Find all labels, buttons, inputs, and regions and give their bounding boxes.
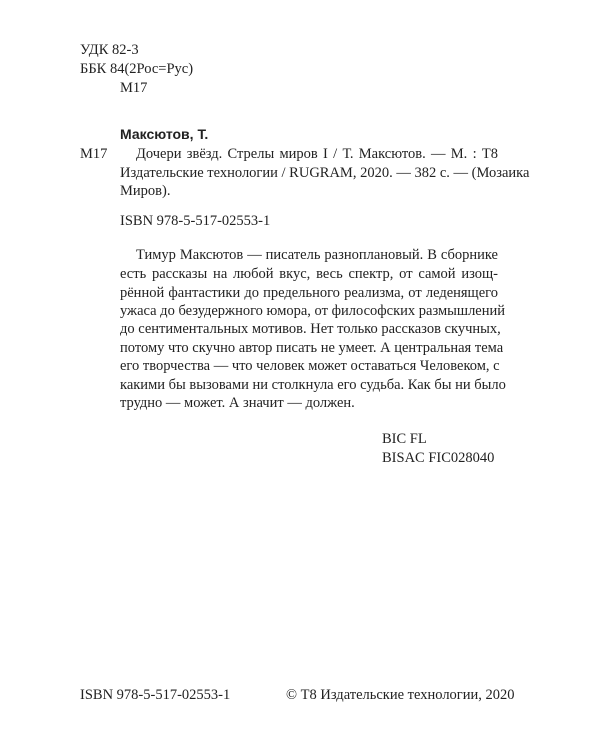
bibliography-line: Издательские технологии / RUGRAM, 2020. — 382 с. — (Мозаика (120, 165, 530, 181)
isbn-main: ISBN 978-5-517-02553-1 (120, 213, 271, 229)
udk-code: УДК 82-3 (80, 42, 139, 58)
annotation-line: до сентиментальных мотивов. Нет только рассказов скучных, (120, 321, 501, 337)
bisac-code: BISAC FIC028040 (382, 450, 495, 466)
annotation-line: какими бы вызовами ни столкнула его судьба. Как бы ни было (120, 377, 506, 393)
annotation-line: потому что скучно автор писать не умеет. А центральная тема (120, 340, 504, 356)
bibliography-sign: М17 (80, 146, 108, 162)
bic-code: BIC FL (382, 431, 427, 447)
author-sign: М17 (120, 80, 148, 96)
annotation-line: Тимур Максютов — писатель разноплановый. В сборнике (136, 247, 498, 263)
annotation-line: рённой фантастики до предельного реализма, от леденящего (120, 285, 498, 301)
footer-copyright: © Т8 Издательские технологии, 2020 (286, 687, 515, 703)
bibliography-author: Максютов, Т. (120, 126, 209, 142)
annotation-line: ужаса до безудержного юмора, от философских размышлений (120, 303, 506, 319)
bbk-code: ББК 84(2Рос=Рус) (80, 61, 194, 77)
annotation-line: трудно — может. А значит — должен. (120, 395, 355, 411)
bibliography-line: Миров). (120, 183, 171, 199)
annotation-line: есть рассказы на любой вкус, весь спектр, от самой изощ- (120, 266, 498, 282)
bibliography-line: Дочери звёзд. Стрелы миров I / Т. Максютов. — М. : Т8 (136, 146, 498, 162)
annotation-line: его творчества — что человек может оставаться Человеком, с (120, 358, 500, 374)
footer-isbn: ISBN 978-5-517-02553-1 (80, 687, 231, 703)
